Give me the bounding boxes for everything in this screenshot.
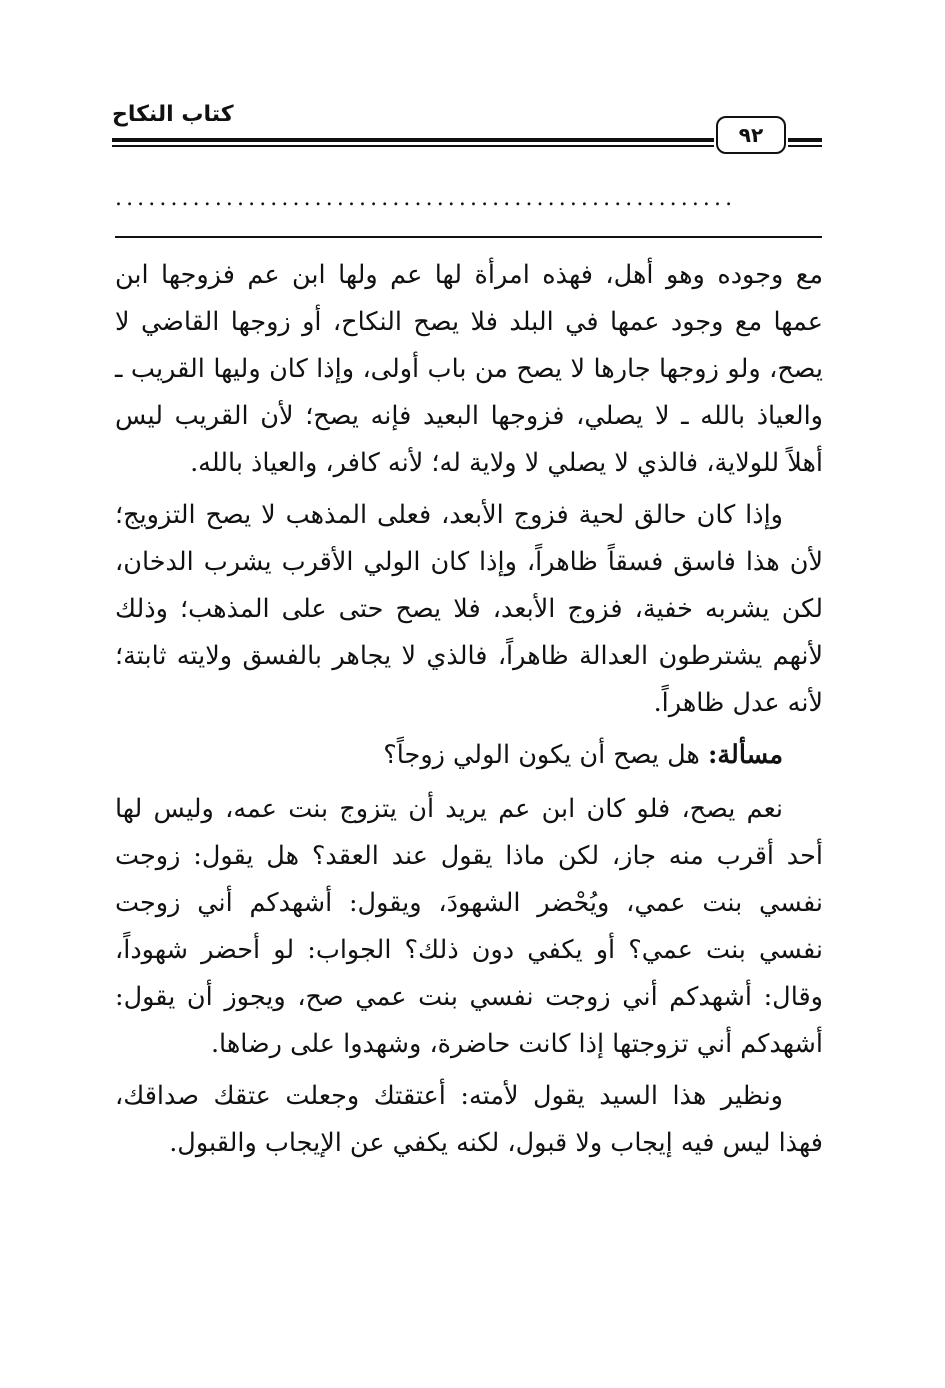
dotted-separator: ........................................................ [115, 186, 737, 211]
header-rule-thin [112, 145, 714, 147]
page-number: ٩٢ [716, 116, 786, 154]
issue-question: هل يصح أن يكون الولي زوجاً؟ [383, 740, 700, 770]
paragraph: ونظير هذا السيد يقول لأمته: أعتقتك وجعلت عتقك صداقك، فهذا ليس فيه إيجاب ولا قبول، لكنه يكفي عن الإيجاب والقبول. [115, 1081, 823, 1158]
paragraph: وإذا كان حالق لحية فزوج الأبعد، فعلى المذهب لا يصح التزويج؛ لأن هذا فاسق فسقاً ظاهراً، وإذا كان الولي الأقرب يشرب الدخان، لكن يشربه خفية، فزوج الأبعد، فلا يصح حتى على المذهب؛ وذلك لأنهم يشترطون العدالة ظاهراً، فالذي لا يجاهر بالفسق ولايته ثابتة؛ لأنه عدل ظاهراً. [115, 500, 823, 718]
page-header [112, 100, 822, 160]
header-rule-right-thick [788, 138, 822, 142]
paragraph: مع وجوده وهو أهل، فهذه امرأة لها عم ولها ابن عم فزوجها ابن عمها مع وجود عمها في البلد فلا يصح النكاح، أو زوجها القاضي لا يصح، ولو زوجها جارها لا يصح من باب أولى، وإذا كان وليها القريب ـ والعياذ بالله ـ لا يصلي، فزوجها البعيد فإنه يصح؛ لأن القريب ليس أهلاً للولاية، فالذي لا يصلي لا ولاية له؛ لأنه كافر، والعياذ بالله. [115, 260, 823, 478]
header-rule-thick [112, 138, 714, 142]
separator-rule [115, 236, 822, 238]
paragraph: نعم يصح، فلو كان ابن عم يريد أن يتزوج بنت عمه، وليس لها أحد أقرب منه جاز، لكن ماذا يقول عند العقد؟ هل يقول: زوجت نفسي بنت عمي، ويُحْضر الشهودَ، ويقول: أشهدكم أني زوجت نفسي بنت عمي؟ أو يكفي دون ذلك؟ الجواب: لو أحضر شهوداً، وقال: أشهدكم أني زوجت نفسي بنت عمي صح، ويجوز أن يقول: أشهدكم أني تزوجتها إذا كانت حاضرة، وشهدوا على رضاها. [115, 794, 823, 1059]
issue-paragraph [115, 732, 823, 779]
header-rule-right-thin [788, 145, 822, 147]
book-title: كتاب النكاح [112, 102, 234, 127]
body-text [115, 252, 823, 1172]
issue-label: مسألة: [707, 740, 783, 770]
